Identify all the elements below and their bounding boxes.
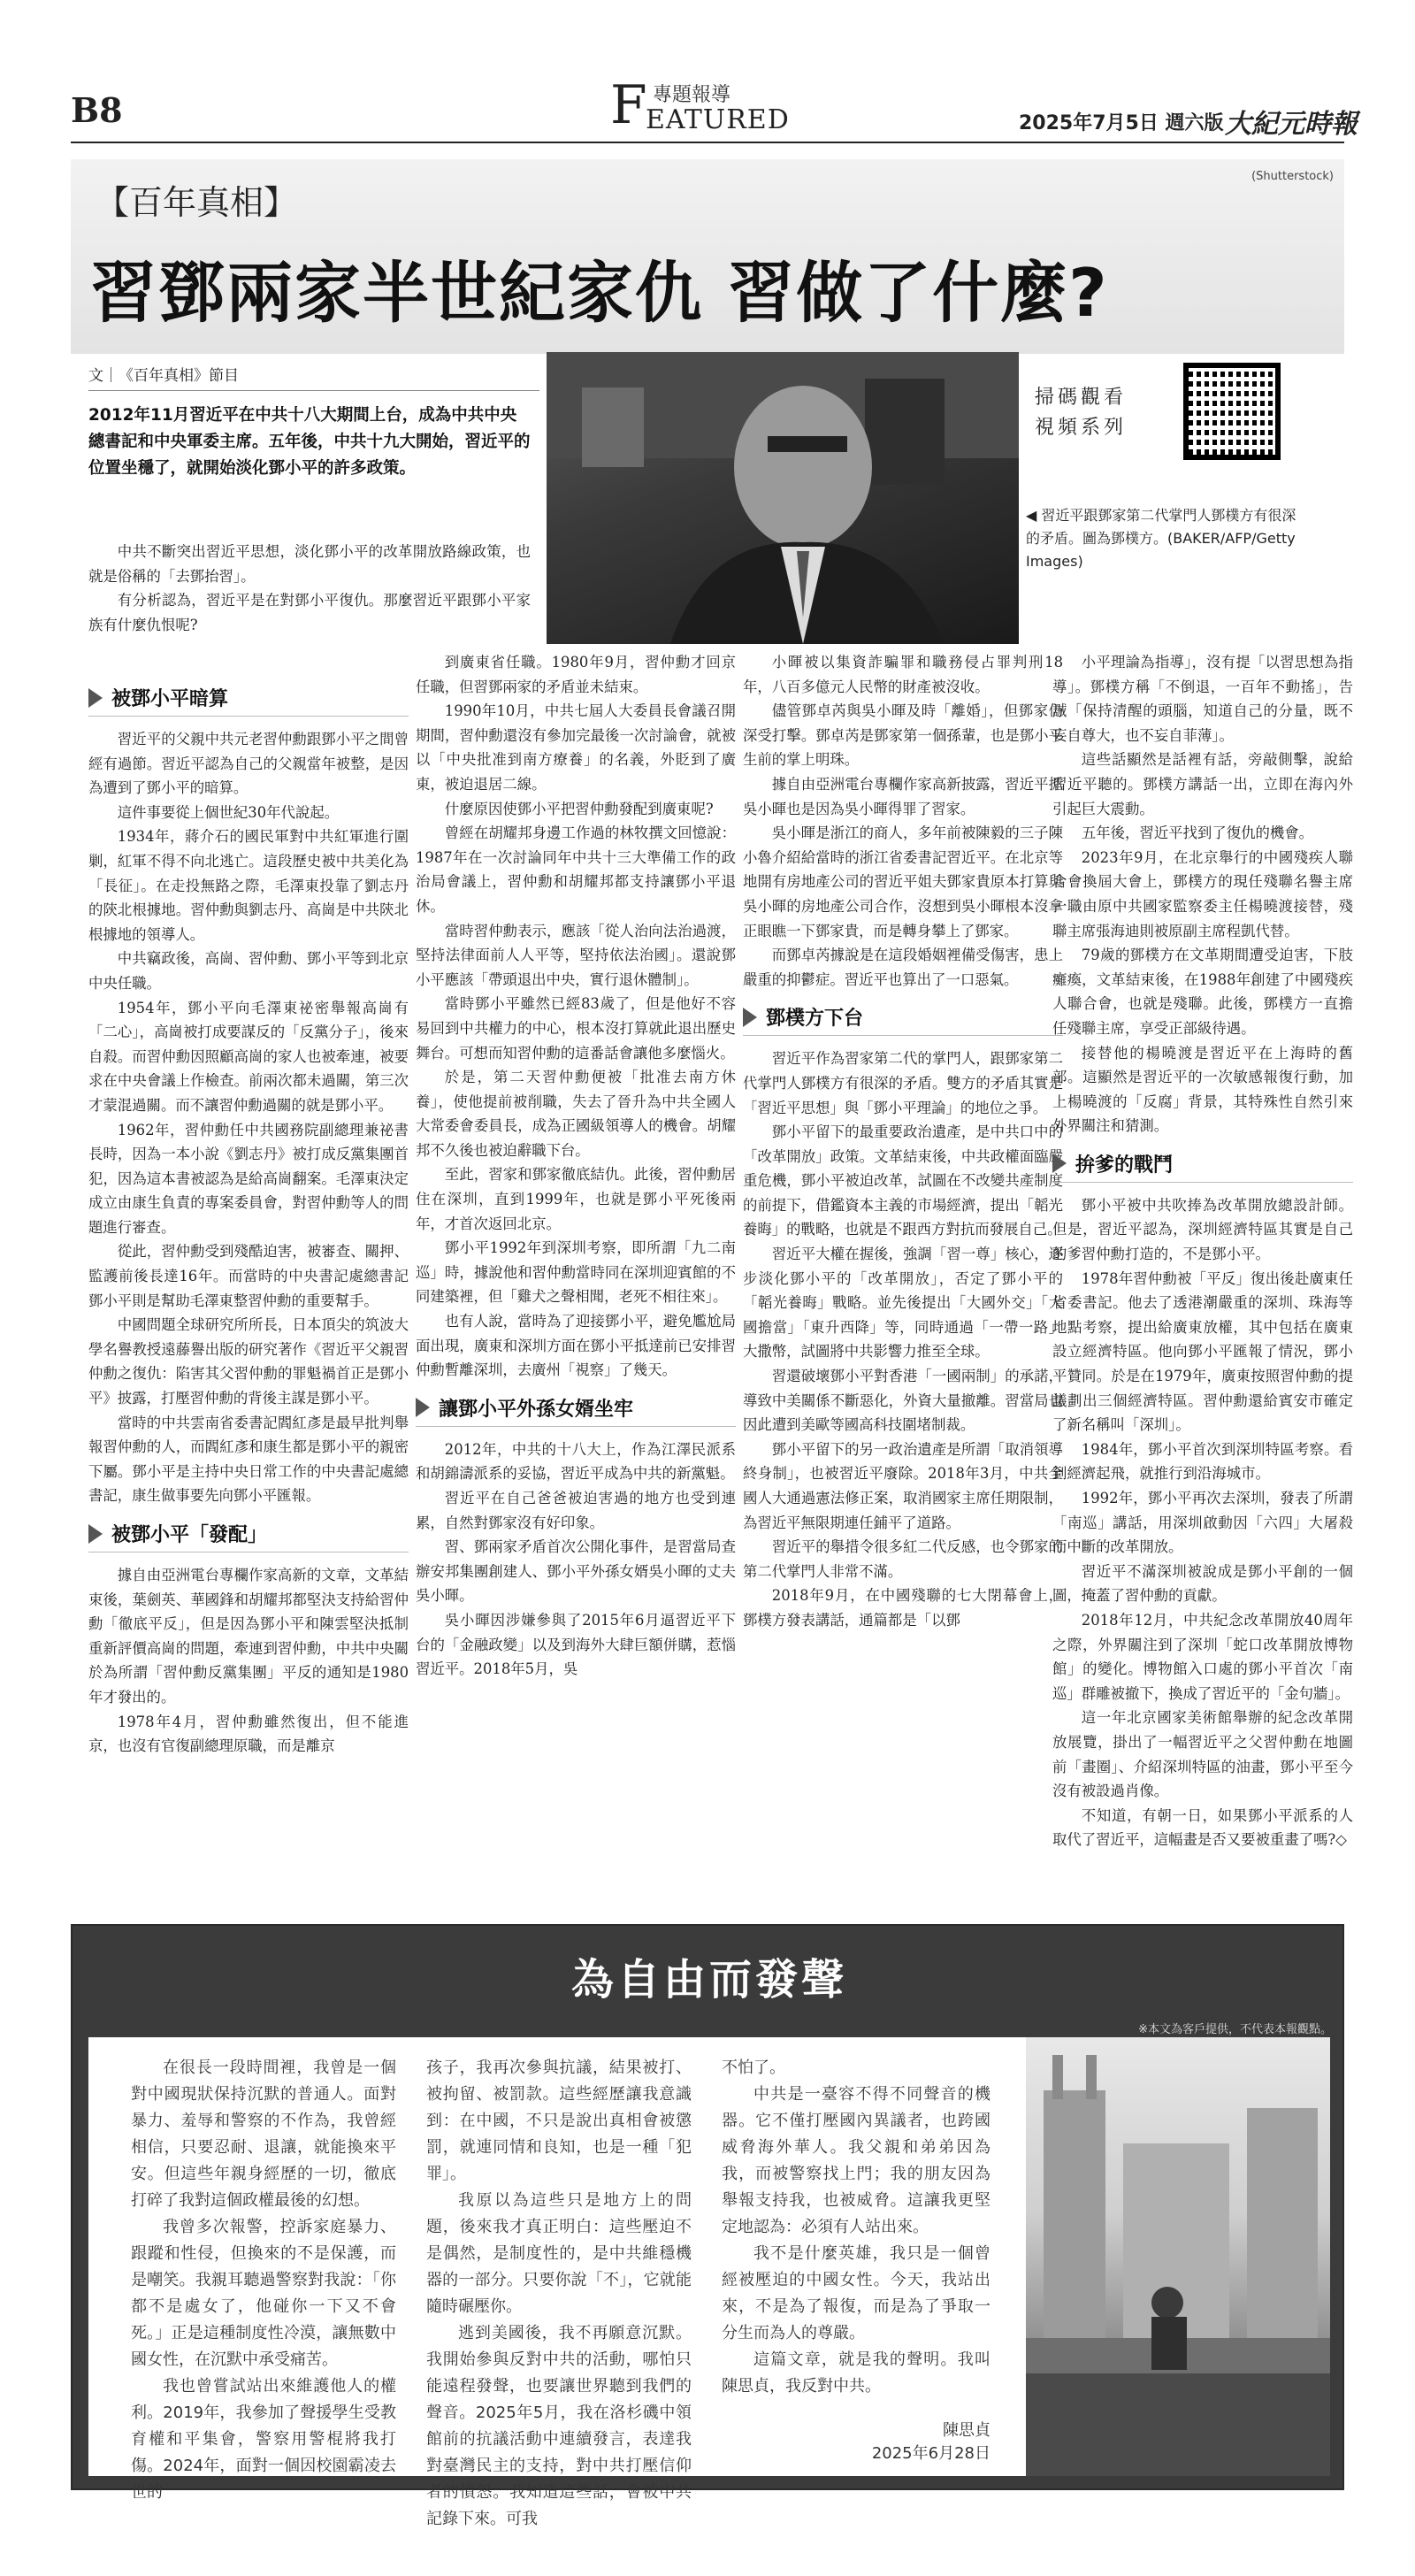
- church-scene-illustration: [1026, 2037, 1330, 2476]
- paragraph: 鄧小平留下的最重要政治遺產，是中共口中的「改革開放」政策。文革結束後，中共政權面臨嚴重危機，鄧小平被迫改革，試圖在不改變共產制度的前提下，借鑑資本主義的市場經濟，提出「韜光養晦」的戰略，也就是不跟西方對抗而發展自己。: [743, 1123, 1063, 1238]
- paragraph: 在很長一段時間裡，我曾是一個對中國現狀保持沉默的普通人。面對暴力、羞辱和警察的不作為，我曾經相信，只要忍耐、退讓，就能換來平安。但這些年親身經歷的一切，徹底打碎了我對這個政權最後的幻想。: [131, 2058, 396, 2210]
- page-number: B8: [71, 90, 123, 130]
- paragraph: 五年後，習近平找到了復仇的機會。: [1081, 824, 1314, 842]
- paragraph: 曾經在胡耀邦身邊工作過的林牧撰文回憶說：1987年在一次討論同年中共十三大準備工作的政治局會議上，習仲勳和胡耀邦都支持讓鄧小平退休。: [416, 824, 736, 915]
- letter-column-2: [426, 2055, 692, 2533]
- paragraph: 1978年4月，習仲勳雖然復出，但不能進京，也沒有官復副總理原職，而是離京: [88, 1713, 409, 1755]
- paragraph: 習近平的舉措令很多紅二代反感，也令鄧家的第二代掌門人非常不滿。: [743, 1538, 1063, 1580]
- header-rule: [71, 142, 1344, 143]
- qr-label-2: 視頻系列: [1035, 417, 1128, 439]
- author-photo: [1026, 2037, 1330, 2476]
- qr-label-1: 掃碼觀看: [1035, 387, 1128, 409]
- photo-caption: ◀ 習近平跟鄧家第二代掌門人鄧樸方有很深的矛盾。圖為鄧樸方。(BAKER/AFP/Getty Images): [1026, 507, 1296, 570]
- paragraph: 我曾多次報警，控訴家庭暴力、跟蹤和性侵，但換來的不是保護，而是嘲笑。我親耳聽過警察對我說：「你都不是處女了，他碰你一下又不會死。」正是這種制度性冷漠，讓無數中國女性，在沉默中承受痛苦。: [131, 2218, 396, 2369]
- paragraph: 鄧小平1992年到深圳考察，即所謂「九二南巡」時，據說他和習仲勳當時同在深圳迎賓館的不同建築裡，但「雞犬之聲相聞，老死不相往來」。: [416, 1239, 736, 1306]
- paragraph: 1934年，蔣介石的國民軍對中共紅軍進行圍剿，紅軍不得不向北逃亡。這段歷史被中共美化為「長征」。在走投無路之際，毛澤東投靠了劉志丹的陝北根據地。習仲勳與劉志丹、高崗是中共陝北根據地的領導人。: [88, 828, 409, 943]
- lead-paragraph: 2012年11月習近平在中共十八大期間上台，成為中共中央總書記和中央軍委主席。五年後，中共十九大開始，習近平的位置坐穩了，就開始淡化鄧小平的許多政策。: [88, 406, 531, 478]
- paragraph: 到廣東省任職。1980年9月，習仲勳才回京任職，但習鄧兩家的矛盾並未結束。: [416, 654, 736, 695]
- series-tag: 【百年真相】: [96, 183, 298, 222]
- arrow-icon: [88, 1524, 103, 1544]
- paragraph: 從此，習仲勳受到殘酷迫害，被審查、關押、監護前後長達16年。而當時的中央書記處總書記鄧小平則是幫助毛澤東整習仲勳的重要幫手。: [88, 1243, 409, 1309]
- paragraph: 這篇文章，就是我的聲明。我叫陳思貞，我反對中共。: [722, 2350, 990, 2396]
- headline: 習鄧兩家半世紀家仇 習做了什麼?: [90, 254, 1109, 332]
- paragraph: 吳小暉因涉嫌參與了2015年6月逼習近平下台的「金融政變」以及到海外大肆巨額併購，惹惱習近平。2018年5月，吳: [416, 1611, 736, 1678]
- paragraph: 中國問題全球研究所所長，日本頂尖的筑波大學名譽教授遠藤譽出版的研究著作《習近平父親習仲勳之復仇：陷害其父習仲勳的罪魁禍首正是鄧小平》披露，打壓習仲勳的背後主謀是鄧小平。: [88, 1316, 409, 1407]
- paragraph: 我也曾嘗試站出來維護他人的權利。2019年，我參加了聲援學生受教育權和平集會，警察用警棍將我打傷。2024年，面對一個因校園霸凌去世的: [131, 2377, 396, 2502]
- photo-credit: (Shutterstock): [1251, 170, 1334, 183]
- paragraph: 這件事要從上個世紀30年代說起。: [117, 803, 340, 821]
- paragraph: 我不是什麼英雄，我只是一個曾經被壓迫的中國女性。今天，我站出來，不是為了報復，而是為了爭取一分生而為人的尊嚴。: [722, 2244, 990, 2342]
- section-cn: 專題報導: [653, 84, 731, 106]
- paragraph: 習還破壞鄧小平對香港「一國兩制」的承諾，導致中美關係不斷惡化，外資大量撤離。習當局也因此遭到美歐等國高科技圍堵制裁。: [743, 1368, 1063, 1434]
- article-column-3: [743, 650, 1063, 1633]
- subheading-exile: 被鄧小平「發配」: [88, 1519, 409, 1552]
- signature-date: 2025年6月28日: [871, 2444, 990, 2463]
- portrait-illustration: [547, 352, 1019, 644]
- paragraph: 這一年北京國家美術館舉辦的紀念改革開放展覽，掛出了一幅習近平之父習仲勳在地圖前「畫圈」、介紹深圳特區的油畫，鄧小平至今沒有被設過肖像。: [1052, 1709, 1353, 1800]
- paragraph: 2018年12月，中共紀念改革開放40周年之際，外界關注到了深圳「蛇口改革開放博物館」的變化。博物館入口處的鄧小平首次「南巡」群雕被撤下，換成了習近平的「金句牆」。: [1052, 1611, 1353, 1702]
- paragraph: 1992年，鄧小平再次去深圳，發表了所謂「南巡」講話，用深圳啟動因「六四」大屠殺而中斷的改革開放。: [1052, 1490, 1353, 1556]
- subheading-father-battle: 拚爹的戰鬥: [1052, 1149, 1353, 1183]
- paragraph: 也有人說，當時為了迎接鄧小平，避免尷尬局面出現，廣東和深圳方面在鄧小平抵達前已安排習仲勳暫離深圳，去廣州「視察」了幾天。: [416, 1313, 736, 1379]
- paragraph: 1990年10月，中共七屆人大委員長會議召開期間，習仲勳還沒有參加完最後一次討論會，就被以「中央批准到南方療養」的名義，外貶到了廣東，被迫退居二線。: [416, 702, 736, 793]
- qr-code-icon[interactable]: [1183, 363, 1281, 460]
- arrow-icon: [416, 1398, 430, 1417]
- hero-banner: [71, 159, 1344, 354]
- paragraph: 1954年，鄧小平向毛澤東祕密舉報高崗有「二心」，高崗被打成要謀反的「反黨分子」，後來自殺。而習仲勳因照顧高崗的家人也被牽連，被要求在中央會議上作檢查。前兩次都未過關，第三次才蒙混過關。而不讓習仲勳過關的就是鄧小平。: [88, 999, 409, 1114]
- qr-block[interactable]: [1035, 363, 1300, 487]
- freedom-box: [71, 1924, 1344, 2528]
- paragraph: 至此，習家和鄧家徹底結仇。此後，習仲勳居住在深圳，直到1999年，也就是鄧小平死後兩年，才首次返回北京。: [416, 1166, 736, 1232]
- deng-pufang-photo: [547, 352, 1019, 644]
- article-column-2: [416, 650, 736, 1682]
- paragraph: 不知道，有朝一日，如果鄧小平派系的人取代了習近平，這幅畫是否又要被重畫了嗎?◇: [1052, 1806, 1353, 1849]
- section-initial: F: [610, 74, 647, 136]
- letter-column-1: [131, 2055, 396, 2506]
- paragraph: 鄧小平被中共吹捧為改革開放總設計師。但是，習近平認為，深圳經濟特區其實是自己的爹習仲勳打造的，不是鄧小平。: [1052, 1196, 1353, 1263]
- intro-paragraph: 中共不斷突出習近平思想，淡化鄧小平的改革開放路線政策，也就是俗稱的「去鄧抬習」。: [88, 543, 531, 585]
- paragraph: 79歲的鄧樸方在文革期間遭受迫害，下肢癱瘓，文革結束後，在1988年創建了中國殘疾人聯合會，也就是殘聯。此後，鄧樸方一直擔任殘聯主席，享受正部級待遇。: [1052, 947, 1353, 1037]
- paragraph: 1984年，鄧小平首次到深圳特區考察。看到經濟起飛，就推行到沿海城市。: [1052, 1440, 1353, 1483]
- paragraph: 當時習仲勳表示，應該「從人治向法治過渡，堅持法律面前人人平等，堅持依法治國」。還說鄧小平應該「帶頭退出中央，實行退休體制」。: [416, 922, 736, 988]
- arrow-icon: [88, 688, 103, 708]
- arrow-icon: [743, 1008, 757, 1027]
- paragraph: 2018年9月，在中國殘聯的七大閉幕會上，鄧樸方發表講話，通篇都是「以鄧: [743, 1587, 1063, 1629]
- article-column-1: [88, 672, 409, 1759]
- subheading-ambush: 被鄧小平暗算: [88, 683, 409, 717]
- paragraph: 習近平在自己爸爸被迫害過的地方也受到連累，自然對鄧家沒有好印象。: [416, 1490, 736, 1531]
- paragraph: 小暉被以集資詐騙罪和職務侵占罪判刑18年，八百多億元人民幣的財產被沒收。: [743, 654, 1063, 695]
- paragraph: 中共竊政後，高崗、習仲勳、鄧小平等到北京中央任職。: [88, 950, 409, 992]
- paragraph: 習近平大權在握後，強調「習一尊」核心，逐步淡化鄧小平的「改革開放」，否定了鄧小平的「韜光養晦」戰略。並先後提出「大國外交」「大國擔當」「東升西降」等，同時通過「一帶一路」大撒幣，試圖將中共影響力推至全球。: [743, 1246, 1063, 1361]
- paragraph: 孩子，我再次參與抗議，結果被打、被拘留、被罰款。這些經歷讓我意識到：在中國，不只是說出真相會被懲罰，就連同情和良知，也是一種「犯罪」。: [426, 2058, 692, 2183]
- paragraph: 小平理論為指導」，沒有提「以習思想為指導」。鄧樸方稱「不倒退，一百年不動搖」，告誡「保持清醒的頭腦，知道自己的分量，既不妄自尊大，也不妄自菲薄」。: [1052, 654, 1353, 744]
- paragraph: 習近平不滿深圳被說成是鄧小平創的一個圖，掩蓋了習仲勳的貢獻。: [1052, 1562, 1353, 1605]
- masthead: [0, 0, 1415, 150]
- article-column-4: [1052, 650, 1353, 1852]
- paper-name: 大紀元時報: [1225, 109, 1358, 140]
- paragraph: 儘管鄧卓芮與吳小暉及時「離婚」，但鄧家仍深受打擊。鄧卓芮是鄧家第一個孫輩，也是鄧小平生前的掌上明珠。: [743, 702, 1063, 769]
- arrow-icon: [1052, 1154, 1067, 1173]
- paragraph: 這些話顯然是話裡有話，旁敲側擊，說給習近平聽的。鄧樸方講話一出，立即在海內外引起巨大震動。: [1052, 751, 1353, 817]
- paragraph: 當時的中共雲南省委書記閻紅彥是最早批判舉報習仲勳的人，而閻紅彥和康生都是鄧小平的親密下屬。鄧小平是主持中央日常工作的中央書記處總書記，康生做事要先向鄧小平匯報。: [88, 1414, 409, 1505]
- paragraph: 習近平作為習家第二代的掌門人，跟鄧家第二代掌門人鄧樸方有很深的矛盾。雙方的矛盾其實是「習近平思想」與「鄧小平理論」的地位之爭。: [743, 1050, 1063, 1116]
- paragraph: 當時鄧小平雖然已經83歲了，但是他好不容易回到中共權力的中心，根本沒打算就此退出歷史舞台。可想而知習仲勳的這番話會讓他多麼惱火。: [416, 995, 736, 1062]
- paragraph: 不怕了。: [722, 2058, 785, 2077]
- paragraph: 什麼原因使鄧小平把習仲勳發配到廣東呢?: [444, 800, 714, 817]
- paragraph: 接替他的楊曉渡是習近平在上海時的舊部。這顯然是習近平的一次敏感報復行動，加上楊曉渡的「反腐」背景，其特殊性自然引來外界關注和猜測。: [1052, 1044, 1353, 1135]
- paragraph: 2023年9月，在北京舉行的中國殘疾人聯合會換屆大會上，鄧樸方的現任殘聯名譽主席一職由原中共國家監察委主任楊曉渡接替，殘聯主席張海迪則被原副主席程凱代替。: [1052, 848, 1353, 939]
- section-en: EATURED: [646, 104, 790, 135]
- intro-question: 有分析認為，習近平是在對鄧小平復仇。那麼習近平跟鄧小平家族有什麼仇恨呢?: [88, 592, 531, 633]
- subheading-deng-pufang: 鄧樸方下台: [743, 1002, 1063, 1036]
- freedom-box-inner: [88, 2037, 1330, 2528]
- paragraph: 於是，第二天習仲勳便被「批准去南方休養」，使他提前被削職，失去了晉升為中共全國人大常委會委員長，成為正國級領導人的機會。胡耀邦不久後也被迫辭職下台。: [416, 1069, 736, 1159]
- paragraph: 1978年習仲勳被「平反」復出後赴廣東任省委書記。他去了透港潮嚴重的深圳、珠海等地點考察，提出給廣東放權，其中包括在廣東設立經濟特區。他向鄧小平匯報了情況，鄧小平贊同。於是在1979年，廣東按照習仲勳的提議劃出三個經濟特區。習仲勳還給賓安市確定了新名稱叫「深圳」。: [1052, 1269, 1353, 1434]
- paragraph: 據自由亞洲電台專欄作家高新的文章，文革結束後，葉劍英、華國鋒和胡耀邦都堅決支持給習仲勳「徹底平反」，但是因為鄧小平和陳雲堅決抵制重新評價高崗的問題，牽連到習仲勳，中共中央關於為所謂「習仲勳反黨集團」平反的通知是1980年才發出的。: [88, 1567, 409, 1706]
- paragraph: 2012年，中共的十八大上，作為江澤民派系和胡錦濤派系的妥協，習近平成為中共的新黨魁。: [416, 1440, 736, 1483]
- paragraph: 吳小暉是浙江的商人，多年前被陳毅的三子陳小魯介紹給當時的浙江省委書記習近平。在北京等地開有房地產公司的習近平姐夫鄧家貴原本打算與吳小暉的房地產公司合作，沒想到吳小暉根本沒拿正眼瞧一下鄧家貴，而是轉身攀上了鄧家。: [743, 824, 1063, 939]
- paragraph: 而鄧卓芮據說是在這段婚姻裡備受傷害，患上嚴重的抑鬱症。習近平也算出了一口惡氣。: [743, 947, 1063, 988]
- subheading-grandson-in-law: 讓鄧小平外孫女婿坐牢: [416, 1393, 736, 1427]
- paragraph: 中共是一臺容不得不同聲音的機器。它不僅打壓國內異議者，也跨國威脅海外華人。我父親和弟弟因為我，而被警察找上門；我的朋友因為舉報支持我，也被威脅。這讓我更堅定地認為：必須有人站出來。: [722, 2085, 990, 2236]
- paragraph: 據自由亞洲電台專欄作家高新披露，習近平抓吳小暉也是因為吳小暉得罪了習家。: [743, 775, 1063, 817]
- paragraph: 鄧小平留下的另一政治遺產是所謂「取消領導終身制」，也被習近平廢除。2018年3月，中共全國人大通過憲法修正案，取消國家主席任期限制，為習近平無限期連任鋪平了道路。: [743, 1440, 1063, 1531]
- letter-column-3: [722, 2055, 990, 2464]
- freedom-box-note: ※本文為客戶提供，不代表本報觀點。: [1138, 2023, 1332, 2036]
- signature: 陳思貞: [943, 2421, 990, 2440]
- issue-date: 2025年7月5日 週六版: [1019, 112, 1224, 134]
- paragraph: 習近平的父親中共元老習仲勳跟鄧小平之間曾經有過節。習近平認為自己的父親當年被整，是因為遭到了鄧小平的暗算。: [88, 731, 409, 797]
- paragraph: 習、鄧兩家矛盾首次公開化事件，是習當局查辦安邦集團創建人、鄧小平外孫女婿吳小暉的丈夫吳小暉。: [416, 1538, 736, 1605]
- paragraph: 1962年，習仲勳任中共國務院副總理兼祕書長時，因為一本小說《劉志丹》被打成反黨集團首犯，因為這本書被認為是給高崗翻案。毛澤東決定成立由康生負責的專案委員會，對習仲勳等人的問題進行審查。: [88, 1121, 409, 1236]
- paragraph: 我原以為這些只是地方上的問題，後來我才真正明白：這些壓迫不是偶然，是制度性的，是中共維穩機器的一部分。只要你說「不」，它就能隨時碾壓你。: [426, 2191, 692, 2316]
- paragraph: 逃到美國後，我不再願意沉默。我開始參與反對中共的活動，哪怕只能遠程發聲，也要讓世界聽到我們的聲音。2025年5月，我在洛杉磯中領館前的抗議活動中連續發言，表達我對臺灣民主的支持，對中共打壓信仰者的憤怒。我知道這些話，會被中共記錄下來。可我: [426, 2324, 692, 2528]
- freedom-box-title: 為自由而發聲: [570, 1955, 847, 2005]
- byline: 文｜《百年真相》節目: [88, 363, 539, 391]
